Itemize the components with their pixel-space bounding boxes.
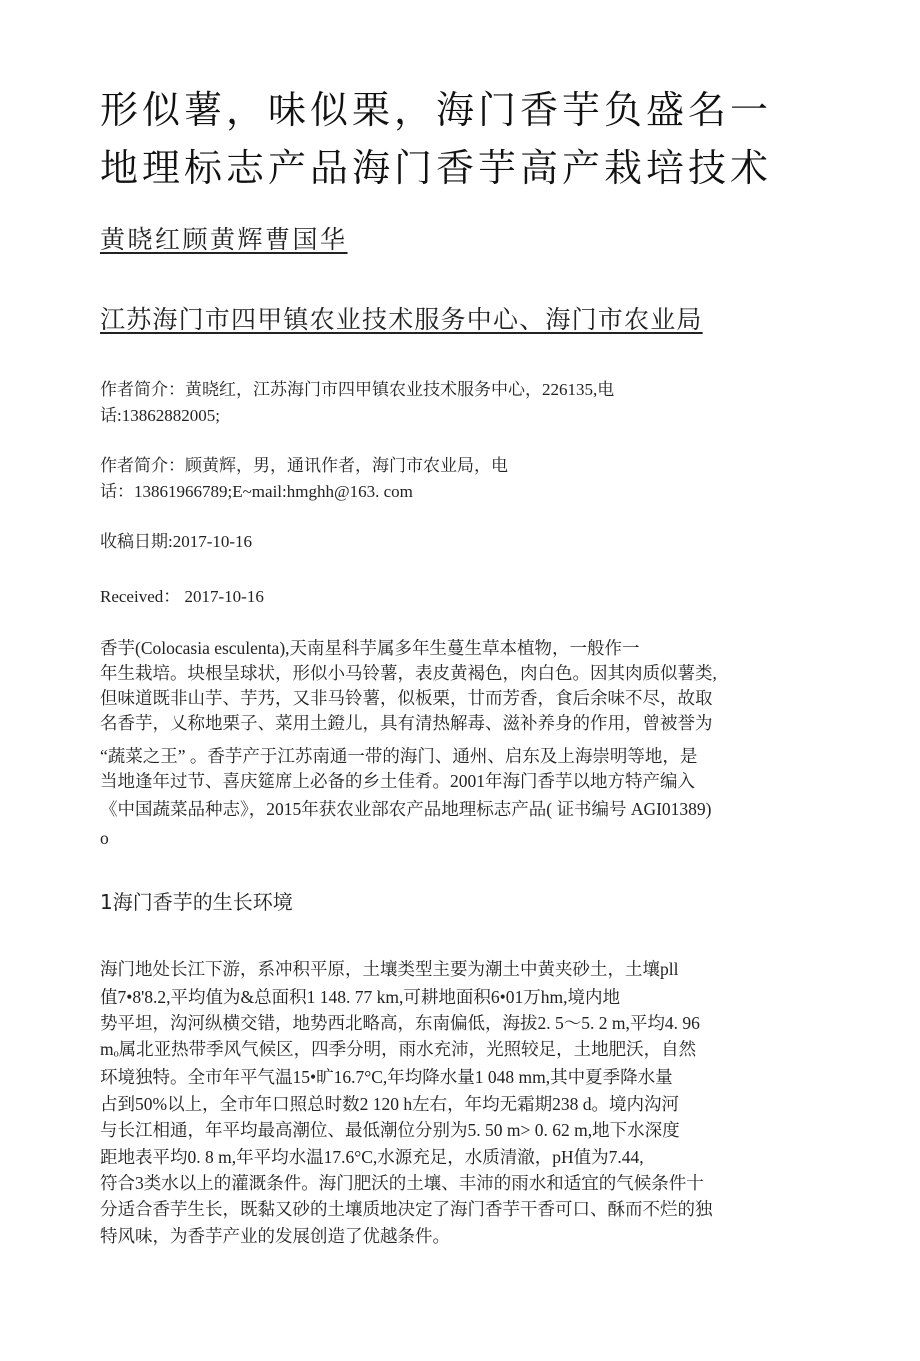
paragraph-line: 值7•8'8.2,平均值为&总面积1 148. 77 km,可耕地面积6•01万hm,境内地 <box>100 987 620 1007</box>
received-date-en: Received： 2017-10-16 <box>100 587 264 606</box>
paragraph-line: 特风味，为香芋产业的发展创造了优越条件。 <box>100 1226 450 1246</box>
paragraph-line: 占到50%以上，全市年口照总时数2 120 h左右，年均无霜期238 d。境内沟河 <box>100 1094 679 1114</box>
paragraph-line: 当地逢年过节、喜庆筵席上必备的乡土佳肴。2001年海门香芋以地方特产编入 <box>100 771 695 791</box>
author-note-line: 话:13862882005; <box>100 406 220 425</box>
paragraph-line: “蔬菜之王” 。香芋产于江苏南通一带的海门、通州、启东及上海崇明等地，是 <box>100 746 698 766</box>
paragraph-line: 分适合香芋生长，既黏又砂的土壤质地决定了海门香芋干香可口、酥而不烂的独 <box>100 1199 713 1219</box>
paragraph-line: 香芋(Colocasia esculenta),天南星科芋属多年生蔓生草本植物，一般作一 <box>100 638 640 658</box>
paragraph-line: 与长江相通，年平均最高潮位、最低潮位分别为5. 50 m> 0. 62 m,地下水深度 <box>100 1120 680 1140</box>
page-title-line-2: 地理标志产品海门香芋高产栽培技术 <box>100 146 773 190</box>
paragraph-line: 名香芋，乂称地栗子、菜用土鐙儿，具有清热解毒、滋补养身的作用，曾被誉为 <box>100 713 713 733</box>
author-note-line: 话：13861966789;E~mail:hmghh@163. com <box>100 482 413 501</box>
affiliation-line[interactable]: 江苏海门市四甲镇农业技术服务中心、海门市农业局 <box>100 305 703 334</box>
paragraph-line: mₒ属北亚热带季风气候区，四季分明，雨水充沛，光照较足，土地肥沃，自然 <box>100 1039 697 1059</box>
author-note-line: 作者简介：黄晓红，江苏海门市四甲镇农业技术服务中心，226135,电 <box>100 380 615 399</box>
paragraph-line: o <box>100 828 109 848</box>
paragraph-line: 势平坦，沟河纵横交错，地势西北略高，东南偏低，海拔2. 5～5. 2 m,平均4. 96 <box>100 1013 700 1033</box>
section-heading: 1海门香芋的生长环境 <box>100 890 293 914</box>
paragraph-line: 符合3类水以上的灌溉条件。海门肥沃的土壤、丰沛的雨水和适宜的气候条件十 <box>100 1173 704 1193</box>
author-note-line: 作者简介：顾黄辉，男，通讯作者，海门市农业局，电 <box>100 456 508 475</box>
paragraph-line: 环境独特。全市年平气温15•旷16.7°C,年均降水量1 048 mm,其中夏季降水量 <box>100 1067 673 1087</box>
paragraph-line: 《中国蔬菜品种志》，2015年获农业部农产品地理标志产品( 证书编号 AGI01389) <box>100 799 712 819</box>
paragraph-line: 年生栽培。块根呈球状，形似小马铃薯，表皮黄褐色，肉白色。因其肉质似薯类, <box>100 663 717 683</box>
authors-line[interactable]: 黄晓红顾黄辉曹国华 <box>100 225 348 254</box>
paragraph-line: 海门地处长江下游，系冲积平原，土壤类型主要为潮土中黄夹砂土，土壤pll <box>100 959 679 979</box>
paragraph-line: 距地表平均0. 8 m,年平均水温17.6°C,水源充足，水质清澈，pH值为7.44, <box>100 1147 644 1167</box>
page-title-line-1: 形似薯，味似栗，海门香芋负盛名一 <box>100 88 773 132</box>
received-date-cn: 收稿日期:2017-10-16 <box>100 532 253 551</box>
paragraph-line: 但味道既非山芋、芋艿，又非马铃薯，似板栗，廿而芳香，食后余味不尽，故取 <box>100 688 713 708</box>
